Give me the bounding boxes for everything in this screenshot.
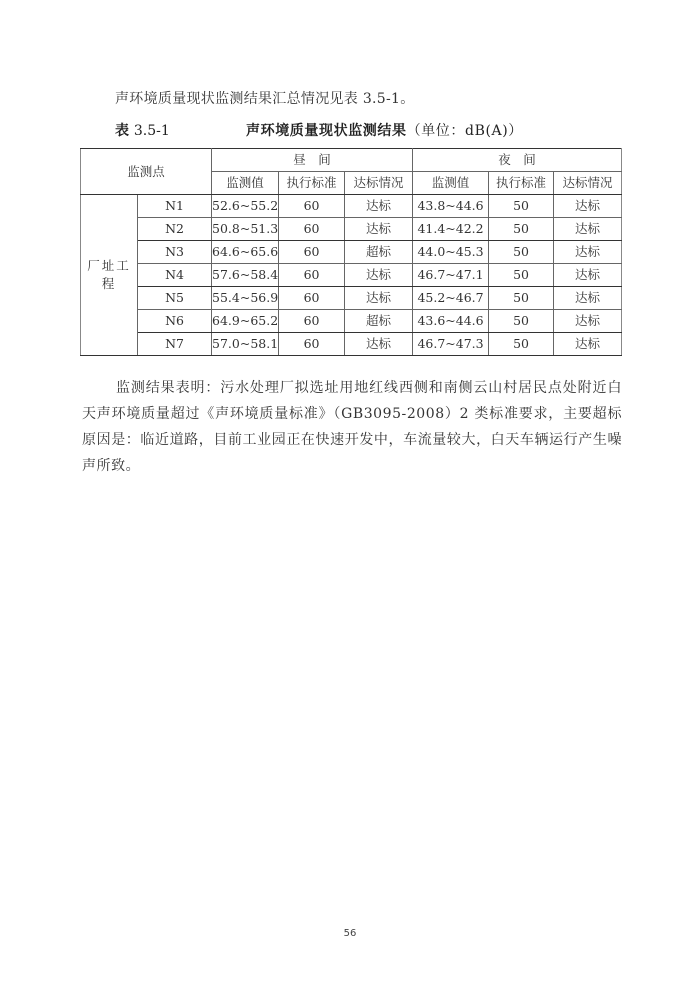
- header-night-status: 达标情况: [554, 172, 622, 195]
- night-value-cell: 41.4~42.2: [413, 218, 489, 241]
- day-standard-cell: 60: [279, 218, 345, 241]
- day-standard-cell: 60: [279, 264, 345, 287]
- table-title: [246, 120, 523, 142]
- table-row: [81, 241, 622, 264]
- night-status-cell: 达标: [554, 287, 622, 310]
- day-value-cell: 64.6~65.6: [212, 241, 279, 264]
- header-nighttime: 夜 间: [413, 149, 622, 172]
- night-status-cell: 达标: [554, 218, 622, 241]
- table-row: [81, 287, 622, 310]
- night-status-cell: 达标: [554, 333, 622, 356]
- night-status-cell: 达标: [554, 264, 622, 287]
- day-standard-cell: 60: [279, 310, 345, 333]
- night-status-cell: 达标: [554, 241, 622, 264]
- table-row: [81, 310, 622, 333]
- day-value-cell: 52.6~55.2: [212, 195, 279, 218]
- day-value-cell: 57.6~58.4: [212, 264, 279, 287]
- noise-monitoring-table: [80, 148, 622, 356]
- day-value-cell: 55.4~56.9: [212, 287, 279, 310]
- night-value-cell: 46.7~47.3: [413, 333, 489, 356]
- night-status-cell: 达标: [554, 195, 622, 218]
- table-row: [81, 195, 622, 218]
- day-standard-cell: 60: [279, 333, 345, 356]
- night-standard-cell: 50: [489, 333, 554, 356]
- header-day-status: 达标情况: [345, 172, 413, 195]
- point-cell: N6: [138, 310, 212, 333]
- table-label: 表: [115, 123, 129, 139]
- header-day-standard: 执行标准: [279, 172, 345, 195]
- site-group-label: 厂址工 程: [81, 195, 138, 356]
- night-status-cell: 达标: [554, 310, 622, 333]
- night-standard-cell: 50: [489, 218, 554, 241]
- header-night-standard: 执行标准: [489, 172, 554, 195]
- day-standard-cell: 60: [279, 241, 345, 264]
- point-cell: N5: [138, 287, 212, 310]
- table-row: [81, 218, 622, 241]
- table-caption: [115, 120, 625, 142]
- table-number-value: 3.5-1: [133, 123, 170, 139]
- table-unit: （单位：dB(A)）: [406, 123, 523, 139]
- table-row: [81, 264, 622, 287]
- day-status-cell: 超标: [345, 310, 413, 333]
- header-daytime: 昼 间: [212, 149, 413, 172]
- night-standard-cell: 50: [489, 287, 554, 310]
- point-cell: N7: [138, 333, 212, 356]
- day-status-cell: 达标: [345, 264, 413, 287]
- point-cell: N4: [138, 264, 212, 287]
- day-standard-cell: 60: [279, 195, 345, 218]
- day-status-cell: 达标: [345, 218, 413, 241]
- table-number: [115, 120, 170, 142]
- night-standard-cell: 50: [489, 195, 554, 218]
- point-cell: N3: [138, 241, 212, 264]
- header-day-value: 监测值: [212, 172, 279, 195]
- night-value-cell: 46.7~47.1: [413, 264, 489, 287]
- header-monitoring-point: 监测点: [81, 149, 212, 195]
- night-standard-cell: 50: [489, 310, 554, 333]
- point-cell: N2: [138, 218, 212, 241]
- night-value-cell: 45.2~46.7: [413, 287, 489, 310]
- page-number: 56: [343, 928, 357, 939]
- night-value-cell: 44.0~45.3: [413, 241, 489, 264]
- day-status-cell: 超标: [345, 241, 413, 264]
- table-row: [81, 333, 622, 356]
- night-standard-cell: 50: [489, 241, 554, 264]
- day-value-cell: 50.8~51.3: [212, 218, 279, 241]
- day-value-cell: 64.9~65.2: [212, 310, 279, 333]
- point-cell: N1: [138, 195, 212, 218]
- intro-sentence: 声环境质量现状监测结果汇总情况见表 3.5-1。: [115, 91, 415, 107]
- header-night-value: 监测值: [413, 172, 489, 195]
- day-status-cell: 达标: [345, 287, 413, 310]
- day-status-cell: 达标: [345, 333, 413, 356]
- conclusion-text: 监测结果表明：污水处理厂拟选址用地红线西侧和南侧云山村居民点处附近白天声环境质量超过《声环境质量标准》（GB3095-2008）2 类标准要求，主要超标原因是：临近道路，目前工业园正在快速开发中，车流量较大，白天车辆运行产生噪声所致。: [82, 380, 622, 474]
- header-row-1: [81, 149, 622, 172]
- table-title-text: 声环境质量现状监测结果: [246, 123, 407, 139]
- conclusion-paragraph: [82, 375, 622, 479]
- day-status-cell: 达标: [345, 195, 413, 218]
- day-standard-cell: 60: [279, 287, 345, 310]
- day-value-cell: 57.0~58.1: [212, 333, 279, 356]
- night-value-cell: 43.8~44.6: [413, 195, 489, 218]
- night-standard-cell: 50: [489, 264, 554, 287]
- night-value-cell: 43.6~44.6: [413, 310, 489, 333]
